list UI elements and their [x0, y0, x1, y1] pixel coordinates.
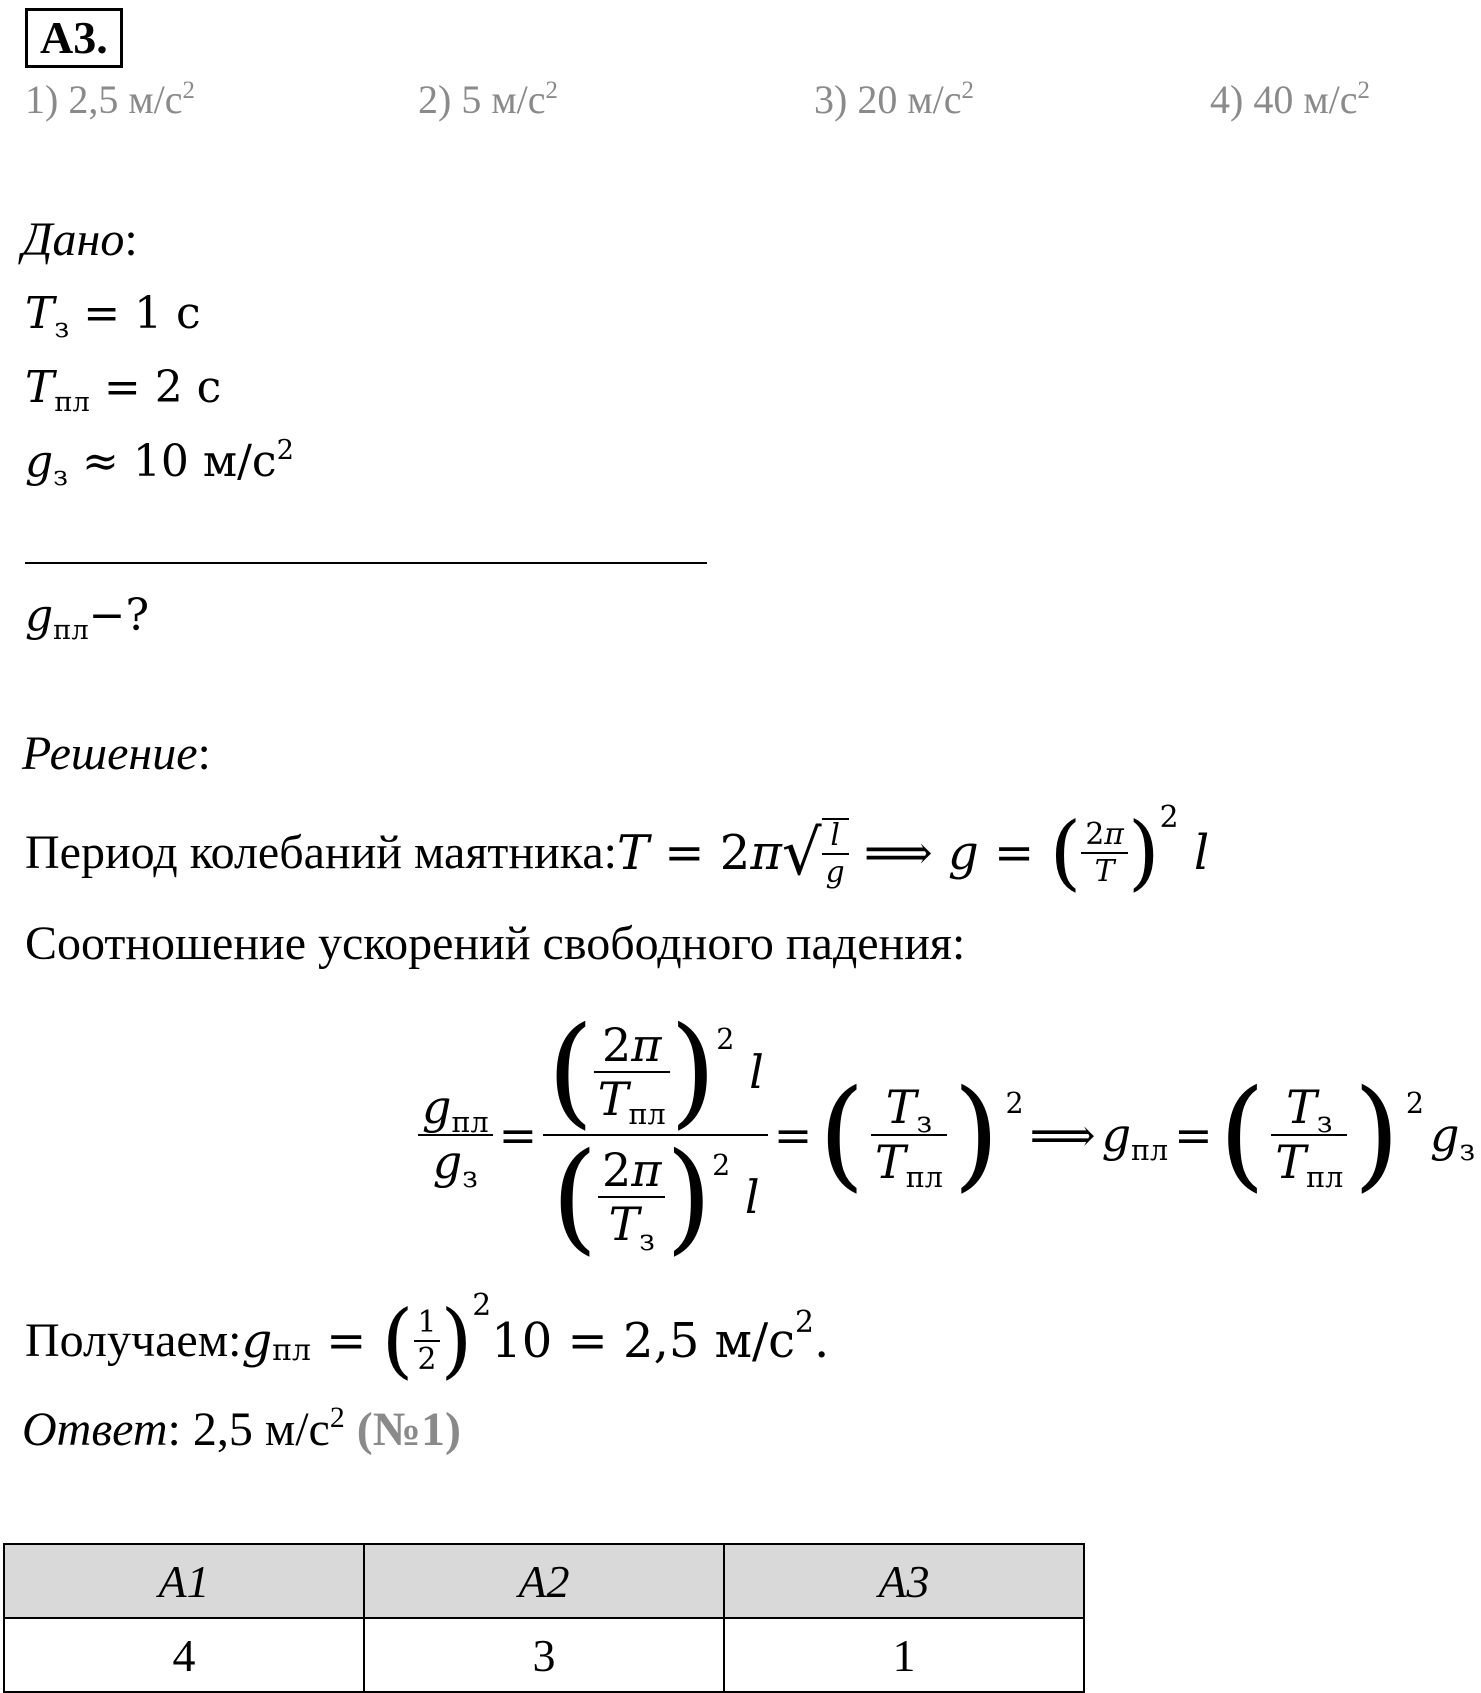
table-row [4, 1618, 1084, 1692]
period-formula-line: Период колебаний маятника: T = 2 π √ $\frac{l}{g}$ ⟹ g = ( $\frac{2\pi}{T}$ ) 2 l [25, 799, 1210, 900]
table-cell: 1 [724, 1618, 1084, 1692]
table-cell: 3 [364, 1618, 724, 1692]
given-heading: Дано: [22, 213, 138, 266]
ratio-formula: $\frac{\text{gпл}}{gз}$ = ( $\frac{2\pi}{\text{Tпл}}$ ) 2 l ( $\frac{2\pi}{Tз}$ ) 2 l = ( $\frac{Tз}{\text{Tпл}}$ ) 2 ⟹ gпл = ( $\frac{Tз}{\text{Tпл}}$ ) 2 gз [418, 1012, 1481, 1257]
given-line-3: gз ≈ 10 $м/с^2$ [25, 435, 294, 492]
given-divider [25, 562, 707, 564]
answer-table [3, 1543, 1085, 1693]
option-4: 4) 40 $м/с^2$ [1210, 76, 1370, 122]
answer-line: Ответ: 2,5 $м/с^2$ (№1) [22, 1400, 461, 1456]
period-formula: T = 2 π √ $\frac{l}{g}$ ⟹ g = ( $\frac{2\pi}{T}$ ) 2 l [617, 799, 1210, 900]
given-line-1: Tз = 1 с [25, 288, 201, 344]
find-line: gпл−? [25, 590, 150, 646]
given-line-2: Tпл = 2 с [25, 362, 222, 418]
option-2: 2) 5 $м/с^2$ [418, 76, 558, 122]
result-formula: g пл = ( $\frac{1}{2}$ ) 2 10 = 2,5 м/с 2 . [241, 1287, 830, 1388]
result-line: Получаем: g пл = ( $\frac{1}{2}$ ) 2 10 = 2,5 м/с 2 . [25, 1287, 830, 1388]
option-1: 1) 2,5 $м/с^2$ [25, 76, 195, 122]
option-3: 3) 20 $м/с^2$ [814, 76, 974, 122]
table-header-row [4, 1544, 1084, 1618]
table-cell: 4 [4, 1618, 364, 1692]
table-header-cell: А3 [724, 1544, 1084, 1618]
table-header-cell: А1 [4, 1544, 364, 1618]
task-label: А3. [25, 8, 123, 68]
table-header-cell: А2 [364, 1544, 724, 1618]
solution-heading: Решение: [22, 727, 211, 780]
ratio-text: Соотношение ускорений свободного падения: [25, 917, 966, 970]
